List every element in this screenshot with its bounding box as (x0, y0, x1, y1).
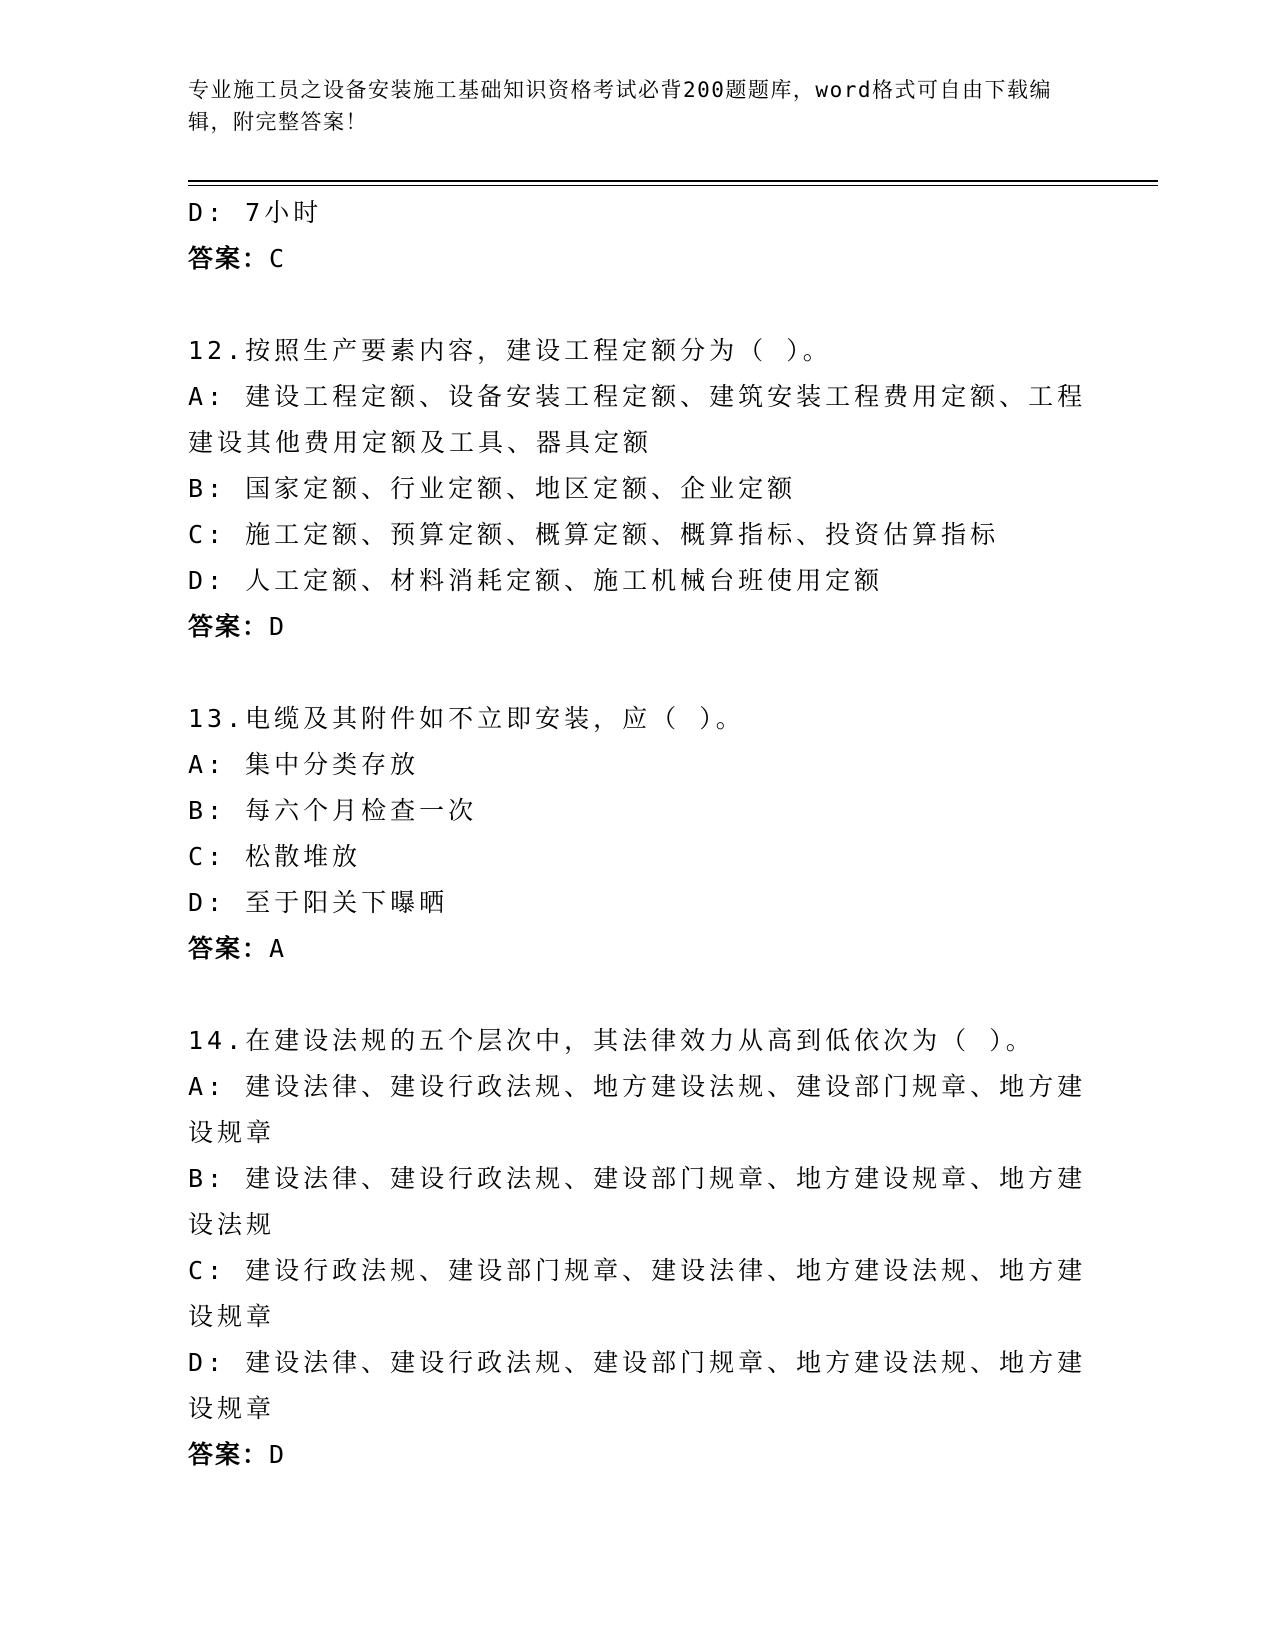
question-13-option-d: D: 至于阳关下曝晒 (188, 888, 449, 917)
spacer (188, 972, 1088, 1018)
question-13-option-c: C: 松散堆放 (188, 842, 362, 871)
question-13-stem: 13.电缆及其附件如不立即安装，应（ ）。 (188, 704, 745, 733)
answer-label: 答案： (188, 244, 270, 273)
question-14-option-b: B: 建设法律、建设行政法规、建设部门规章、地方建设规章、地方建设法规 (188, 1164, 1087, 1239)
answer-label: 答案： (188, 612, 270, 641)
answer-value: D (269, 612, 287, 641)
answer-value: A (269, 934, 287, 963)
header-divider (188, 180, 1158, 186)
question-12-option-c: C: 施工定额、预算定额、概算定额、概算指标、投资估算指标 (188, 520, 1000, 549)
answer-label: 答案： (188, 1440, 270, 1469)
question-13-option-b: B: 每六个月检查一次 (188, 796, 478, 825)
question-12-option-a: A: 建设工程定额、设备安装工程定额、建筑安装工程费用定额、工程建设其他费用定额及工具、器具定额 (188, 382, 1087, 457)
answer-label: 答案： (188, 934, 270, 963)
question-14-answer (188, 1432, 1088, 1478)
spacer (188, 282, 1088, 328)
question-13-option-a: A: 集中分类存放 (188, 750, 420, 779)
question-12-option-d: D: 人工定额、材料消耗定额、施工机械台班使用定额 (188, 566, 884, 595)
question-14-option-c: C: 建设行政法规、建设部门规章、建设法律、地方建设法规、地方建设规章 (188, 1256, 1087, 1331)
document-body (188, 190, 1088, 1478)
prev-question-option-d: D: 7小时 (188, 198, 323, 227)
question-14-option-a: A: 建设法律、建设行政法规、地方建设法规、建设部门规章、地方建设规章 (188, 1072, 1087, 1147)
page-header-text: 专业施工员之设备安装施工基础知识资格考试必背200题题库，word格式可自由下载编辑，附完整答案！ (188, 78, 1052, 134)
answer-value: D (269, 1440, 287, 1469)
question-12-option-b: B: 国家定额、行业定额、地区定额、企业定额 (188, 474, 797, 503)
question-12-answer (188, 604, 1088, 650)
answer-value: C (269, 244, 287, 273)
question-12-stem: 12.按照生产要素内容，建设工程定额分为（ ）。 (188, 336, 832, 365)
question-14-stem: 14.在建设法规的五个层次中，其法律效力从高到低依次为（ ）。 (188, 1026, 1035, 1055)
question-13-answer (188, 926, 1088, 972)
question-14-option-d: D: 建设法律、建设行政法规、建设部门规章、地方建设法规、地方建设规章 (188, 1348, 1087, 1423)
prev-question-answer (188, 236, 1088, 282)
spacer (188, 650, 1088, 696)
